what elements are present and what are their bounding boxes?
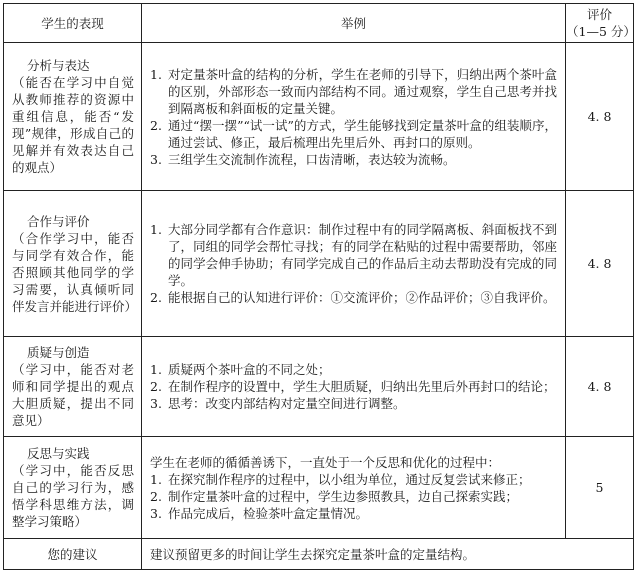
item-text: 大部分同学都有合作意识：制作过程中有的同学隔离板、斜面板找不到了，同组的同学会帮忙寻找；有的同学在粘贴的过程中需要帮助，邻座的同学会伸手协助；有同学完成自己的作品后主动去帮助没有完成的同学。 [168, 222, 557, 288]
item-text: 思考：改变内部结构对定量空间进行调整。 [168, 396, 406, 411]
score-cell: 4. 8 [566, 191, 634, 337]
example-intro: 学生在老师的循循善诱下，一直处于一个反思和优化的过程中： [150, 454, 501, 470]
example-list [150, 471, 557, 522]
example-item [150, 289, 557, 306]
item-number: 1. [150, 362, 162, 377]
item-text: 制作定量茶叶盒的过程中，学生边参照教具，边自己探索实践； [168, 488, 519, 504]
example-item [150, 505, 557, 522]
example-item [150, 66, 557, 117]
score-cell: 4. 8 [566, 337, 634, 437]
performance-title: 反思与实践 [27, 446, 90, 461]
example-item [150, 471, 557, 488]
example-cell [142, 337, 566, 437]
performance-desc: （学习中，能否反思自己的学习行为，感悟学科思维方法，调整学习策略） [12, 463, 134, 529]
example-item [150, 361, 557, 378]
performance-cell [4, 43, 142, 191]
example-list [150, 361, 557, 412]
table-row-questioning [4, 337, 634, 437]
performance-cell [4, 337, 142, 437]
performance-desc: （合作学习中，能否与同学有效合作，能否照顾其他同学的学习需要，认真倾听同伴发言并能进行评价） [12, 230, 138, 314]
header-score-line1: 评价 [586, 7, 612, 22]
performance-title: 合作与评价 [27, 213, 90, 229]
table-row-reflection [4, 437, 634, 539]
example-item [150, 488, 557, 505]
item-text: 作品完成后，检验茶叶盒定量情况。 [168, 505, 369, 521]
item-text: 在探究制作程序的过程中，以小组为单位，通过反复尝试来修正； [168, 471, 531, 487]
evaluation-table [3, 3, 634, 570]
score-cell: 4. 8 [566, 43, 634, 191]
item-number: 3. [150, 396, 162, 411]
table-row-cooperation [4, 191, 634, 337]
example-list [150, 221, 557, 306]
example-cell [142, 43, 566, 191]
example-cell [142, 191, 566, 337]
suggestion-text: 建议预留更多的时间让学生去探究定量茶叶盒的定量结构。 [142, 539, 634, 570]
performance-title: 分析与表达 [27, 58, 90, 73]
header-performance: 学生的表现 [4, 4, 142, 43]
table-row-analysis [4, 43, 634, 191]
item-number: 2. [150, 290, 162, 305]
example-list [150, 66, 557, 168]
item-number: 1. [150, 66, 162, 82]
item-text: 质疑两个茶叶盒的不同之处； [168, 362, 331, 377]
performance-cell [4, 437, 142, 539]
item-number: 3. [150, 505, 162, 521]
header-example: 举例 [142, 4, 566, 43]
header-score [566, 4, 634, 43]
example-item [150, 221, 557, 289]
score-cell: 5 [566, 437, 634, 539]
item-text: 三组学生交流制作流程，口齿清晰，表达较为流畅。 [168, 151, 456, 167]
item-number: 2. [150, 488, 162, 504]
performance-desc: （能否在学习中自觉从教师推荐的资源中重组信息，能否“发现”规律，形成自己的见解并有效表达自己的观点） [12, 75, 134, 175]
item-text: 对定量茶叶盒的结构的分析，学生在老师的引导下，归纳出两个茶叶盒的区别，外部形态一致而内部结构不同。通过观察，学生自己思考并找到隔离板和斜面板的定量关键。 [168, 66, 557, 116]
item-number: 2. [150, 379, 162, 394]
performance-desc: （学习中，能否对老师和同学提出的观点大胆质疑，提出不同意见） [12, 362, 134, 428]
item-text: 能根据自己的认知进行评价：①交流评价；②作品评价；③自我评价。 [168, 290, 556, 305]
item-number: 3. [150, 151, 162, 167]
item-text: 在制作程序的设置中，学生大胆质疑，归纳出先里后外再封口的结论； [168, 379, 556, 394]
item-number: 1. [150, 222, 162, 237]
example-item [150, 378, 557, 395]
item-number: 1. [150, 471, 162, 487]
header-row [4, 4, 634, 43]
item-number: 2. [150, 117, 162, 133]
header-score-line2: （1—5 分） [566, 24, 636, 39]
item-text: 通过“摆一摆”“试一试”的方式，学生能够找到定量茶叶盒的组装顺序，通过尝试、修正，最后梳理出先里后外、再封口的原则。 [168, 117, 557, 150]
example-cell [142, 437, 566, 539]
performance-title: 质疑与创造 [27, 345, 90, 360]
performance-cell [4, 191, 142, 337]
example-item [150, 117, 557, 151]
table-row-suggestion [4, 539, 634, 570]
example-item [150, 395, 557, 412]
example-item [150, 151, 557, 168]
suggestion-label: 您的建议 [4, 539, 142, 570]
